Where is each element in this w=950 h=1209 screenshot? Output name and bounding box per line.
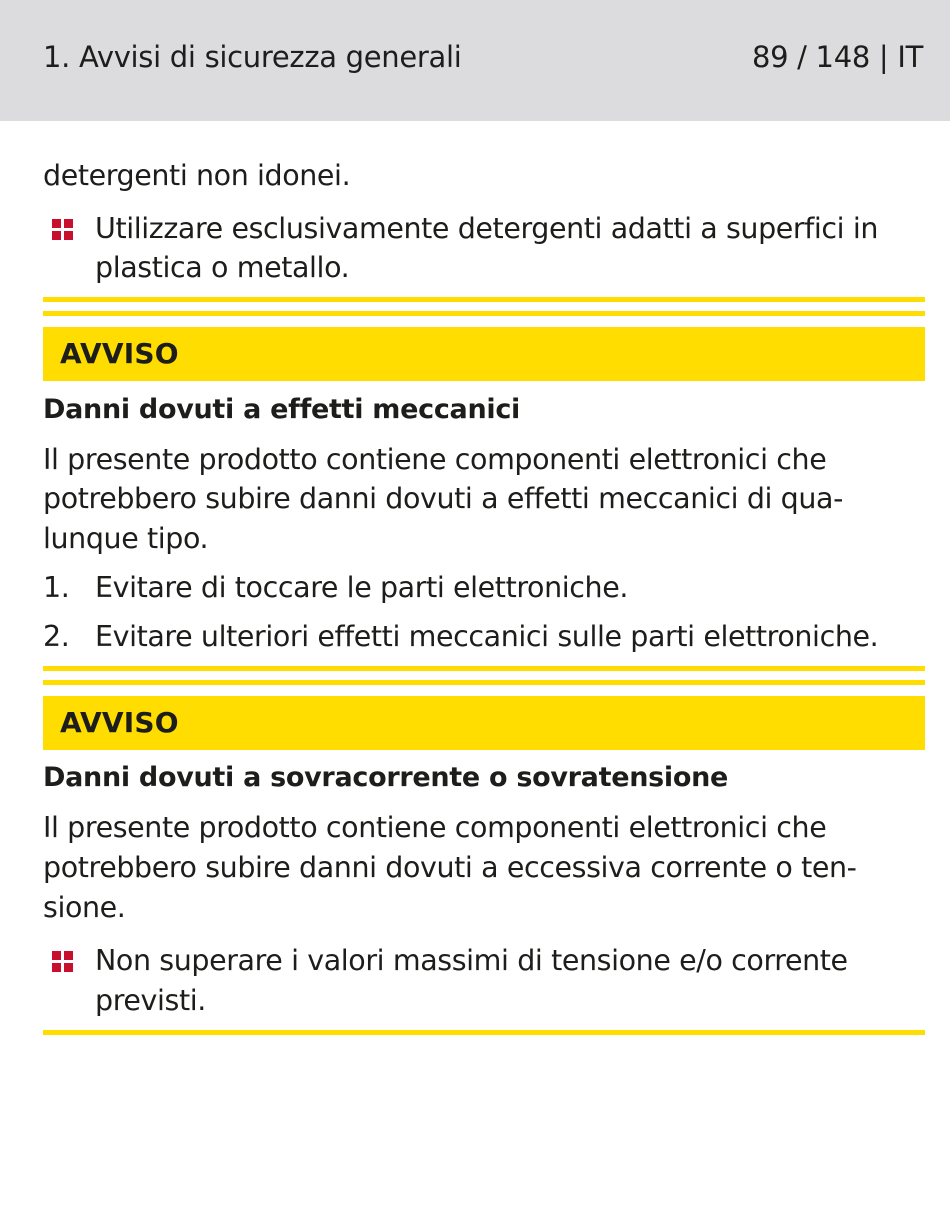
notice-body: Il presente prodotto contiene componenti elettronici che [43, 443, 827, 476]
divider [43, 666, 925, 671]
section-title: 1. Avvisi di sicurezza generali [43, 40, 462, 74]
notice-heading: Danni dovuti a effetti meccanici [43, 394, 521, 425]
bullet-icon [52, 951, 73, 972]
intro-text: detergenti non idonei. [43, 159, 351, 192]
notice-banner [43, 327, 925, 381]
bullet-text: Non superare i valori massimi di tensione e/o corrente [95, 944, 848, 977]
divider [43, 297, 925, 302]
notice-body: Il presente prodotto contiene componenti elettronici che [43, 811, 827, 844]
bullet-text: Utilizzare esclusivamente detergenti adatti a superfici in [95, 212, 879, 245]
notice-label: AVVISO [60, 706, 179, 739]
step-text: Evitare ulteriori effetti meccanici sulle parti elettroniche. [95, 620, 879, 653]
divider [43, 311, 925, 316]
bullet-text: plastica o metallo. [95, 251, 350, 284]
bullet-icon [52, 219, 73, 240]
page-header [0, 0, 950, 121]
notice-banner [43, 696, 925, 750]
bullet-text: previsti. [95, 984, 206, 1017]
notice-body: potrebbero subire danni dovuti a eccessiva corrente o ten- [43, 851, 857, 884]
step-number: 2. [43, 620, 70, 653]
notice-label: AVVISO [60, 337, 179, 370]
step-number: 1. [43, 571, 70, 604]
notice-body: lunque tipo. [43, 522, 209, 555]
page-indicator: 89 / 148 | IT [751, 40, 923, 74]
notice-body: potrebbero subire danni dovuti a effetti meccanici di qua- [43, 482, 843, 515]
step-text: Evitare di toccare le parti elettroniche. [95, 571, 628, 604]
notice-heading: Danni dovuti a sovracorrente o sovratensione [43, 762, 729, 793]
divider [43, 680, 925, 685]
notice-body: sione. [43, 891, 126, 924]
divider [43, 1030, 925, 1035]
